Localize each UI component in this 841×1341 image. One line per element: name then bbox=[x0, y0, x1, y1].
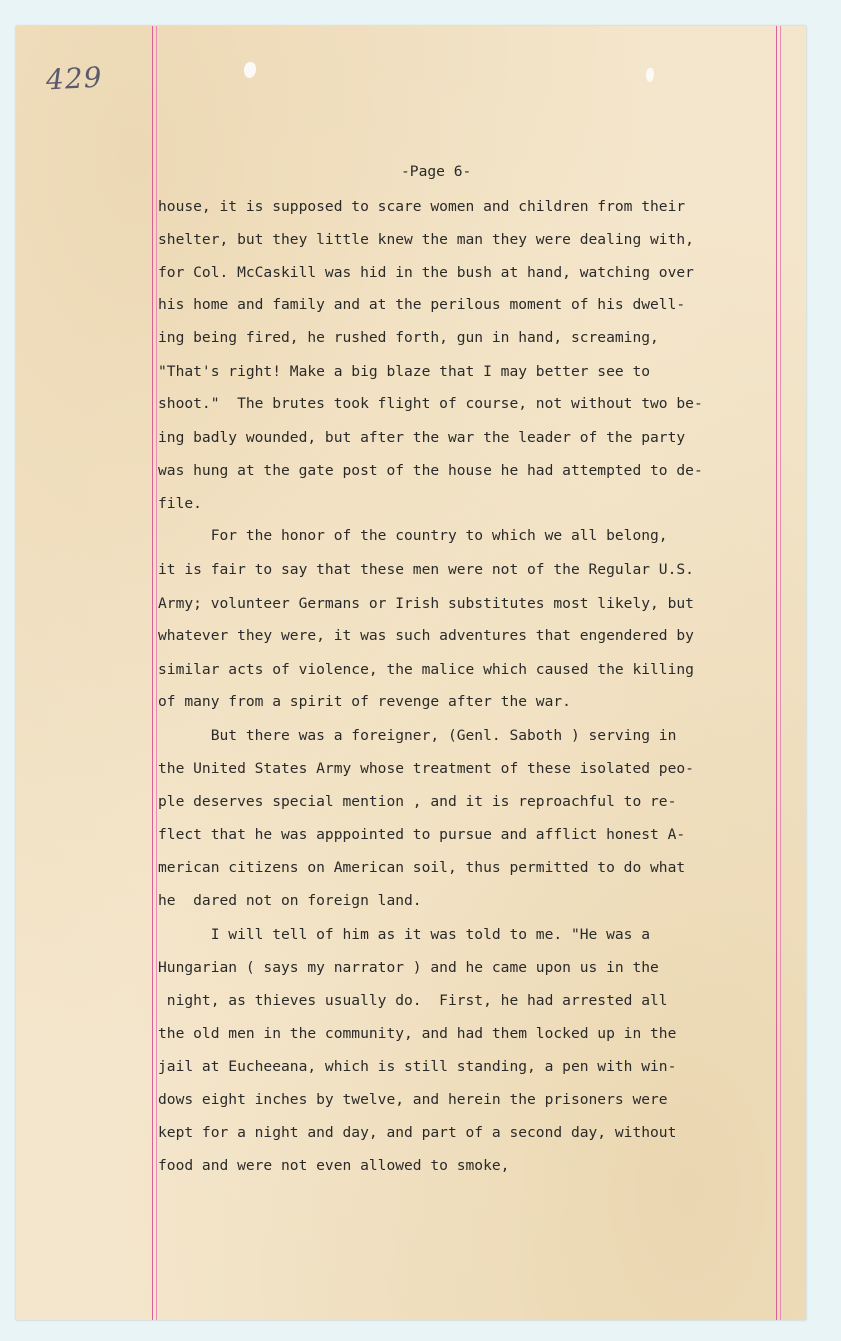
text-line: Hungarian ( says my narrator ) and he came upon us in the bbox=[158, 959, 659, 976]
handwritten-folio-number: 429 bbox=[45, 60, 104, 97]
text-line: he dared not on foreign land. bbox=[158, 892, 422, 909]
text-line: was hung at the gate post of the house he had attempted to de- bbox=[158, 462, 703, 479]
text-line: jail at Eucheeana, which is still standing, a pen with win- bbox=[158, 1058, 677, 1075]
text-line: merican citizens on American soil, thus permitted to do what bbox=[158, 859, 686, 876]
text-line: for Col. McCaskill was hid in the bush at hand, watching over bbox=[158, 264, 694, 281]
text-line: of many from a spirit of revenge after the war. bbox=[158, 693, 571, 710]
left-margin-line-inner bbox=[156, 26, 157, 1320]
text-line: house, it is supposed to scare women and children from their bbox=[158, 198, 686, 215]
text-line: his home and family and at the perilous moment of his dwell- bbox=[158, 296, 686, 313]
text-line: ple deserves special mention , and it is reproachful to re- bbox=[158, 793, 677, 810]
text-line: "That's right! Make a big blaze that I may better see to bbox=[158, 363, 651, 380]
text-line: whatever they were, it was such adventures that engendered by bbox=[158, 627, 694, 644]
text-line: Army; volunteer Germans or Irish substitutes most likely, but bbox=[158, 595, 694, 612]
text-line: flect that he was apppointed to pursue and afflict honest A- bbox=[158, 826, 686, 843]
text-line: ing badly wounded, but after the war the leader of the party bbox=[158, 429, 686, 446]
text-line: kept for a night and day, and part of a second day, without bbox=[158, 1124, 677, 1141]
document-page bbox=[16, 26, 806, 1320]
left-margin-line bbox=[152, 26, 153, 1320]
typed-body-text bbox=[158, 26, 788, 1174]
page-number-header: -Page 6- bbox=[401, 163, 472, 180]
text-line: the United States Army whose treatment of these isolated peo- bbox=[158, 760, 694, 777]
text-line: file. bbox=[158, 495, 202, 512]
text-line: shoot." The brutes took flight of course, not without two be- bbox=[158, 395, 703, 412]
text-line: shelter, but they little knew the man they were dealing with, bbox=[158, 231, 694, 248]
text-line: similar acts of violence, the malice which caused the killing bbox=[158, 661, 694, 678]
text-line: night, as thieves usually do. First, he had arrested all bbox=[158, 992, 668, 1009]
text-line: But there was a foreigner, (Genl. Saboth ) serving in bbox=[158, 727, 677, 744]
text-line: it is fair to say that these men were not of the Regular U.S. bbox=[158, 561, 694, 578]
text-line: ing being fired, he rushed forth, gun in hand, screaming, bbox=[158, 329, 659, 346]
text-line: dows eight inches by twelve, and herein the prisoners were bbox=[158, 1091, 668, 1108]
text-line: food and were not even allowed to smoke, bbox=[158, 1157, 510, 1174]
text-line: the old men in the community, and had them locked up in the bbox=[158, 1025, 677, 1042]
text-line: For the honor of the country to which we all belong, bbox=[158, 527, 668, 544]
text-line: I will tell of him as it was told to me. "He was a bbox=[158, 926, 651, 943]
